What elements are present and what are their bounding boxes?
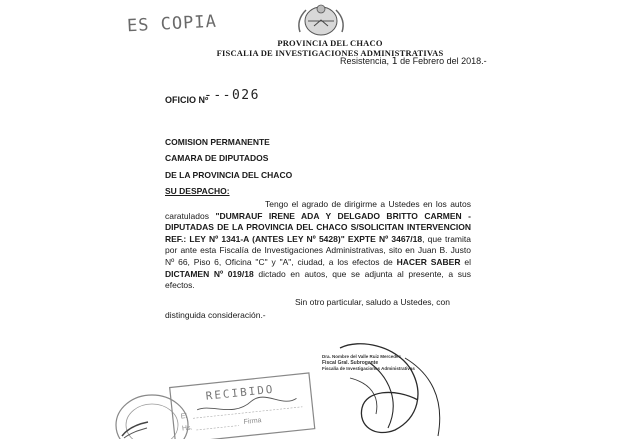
recibido-field-firma: Firma [243, 417, 262, 426]
oficio-label: OFICIO Nº [165, 95, 209, 105]
es-copia-stamp: ES COPIA [126, 11, 218, 37]
ink-mark-icon [120, 418, 150, 439]
date-prefix: Resistencia, [340, 56, 390, 66]
body-dictamen: DICTAMEN Nº 019/18 [165, 268, 254, 279]
body-case-title: "DUMRAUF IRENE ADA Y DELGADO BRITTO CARMEN -DIPUTADAS DE LA PROVINCIA DEL CHACO S/SOLICITAN INTERVENCION REF.: LEY Nº 1341-A (ANTES LEY Nº 5428)" EXPTE Nº 3467/18 [165, 210, 471, 244]
oficio-number: ---026 [204, 88, 260, 103]
signature-title: Fiscal Gral. Subrogante [322, 360, 379, 366]
handwritten-signature-icon [300, 318, 460, 439]
date-suffix: de Febrero del 2018.- [400, 56, 487, 66]
body-paragraph [165, 199, 471, 292]
date-day: 1 [391, 56, 398, 67]
recibido-title: RECIBIDO [205, 382, 276, 403]
signature-name: Dra. Nombre del Valle Ruiz Mercedes [322, 354, 402, 359]
addressee-line-3: DE LA PROVINCIA DEL CHACO [165, 170, 293, 180]
closing-line-1: Sin otro particular, saludo a Ustedes, con [295, 297, 450, 307]
body-hacer-saber: HACER SABER [396, 256, 461, 267]
body-text-1: Tengo el agrado de dirigirme a Ustedes en los autos caratulados [165, 199, 471, 221]
provincial-coat-of-arms-icon [292, 2, 350, 38]
addressee-line-1: COMISION PERMANENTE [165, 137, 270, 147]
su-despacho-heading: SU DESPACHO: [165, 186, 230, 196]
closing-line-2: distinguida consideración.- [165, 309, 266, 320]
body-text-3: el [464, 256, 471, 267]
recibido-field-el: El [180, 412, 188, 421]
addressee-line-2: CAMARA DE DIPUTADOS [165, 153, 269, 163]
date-line [340, 56, 487, 67]
signature-office: Fiscalía de Investigaciones Administrativas [322, 366, 415, 371]
header-province: PROVINCIA DEL CHACO [277, 38, 383, 48]
recibido-field-hs: Hs. [181, 424, 193, 433]
body-text-4: dictado en autos, que se adjunta al presente, a sus efectos. [165, 268, 471, 291]
body-text-2: , que tramita por ante esta Fiscalía de Investigaciones Administrativas, sito en Juan B. Justo Nº 66, Piso 6, Oficina "C" y "A", ciudad, a los efectos de [165, 233, 471, 267]
signature-block [322, 354, 426, 372]
header-fiscalia: FISCALIA DE INVESTIGACIONES ADMINISTRATIVAS [216, 48, 444, 58]
